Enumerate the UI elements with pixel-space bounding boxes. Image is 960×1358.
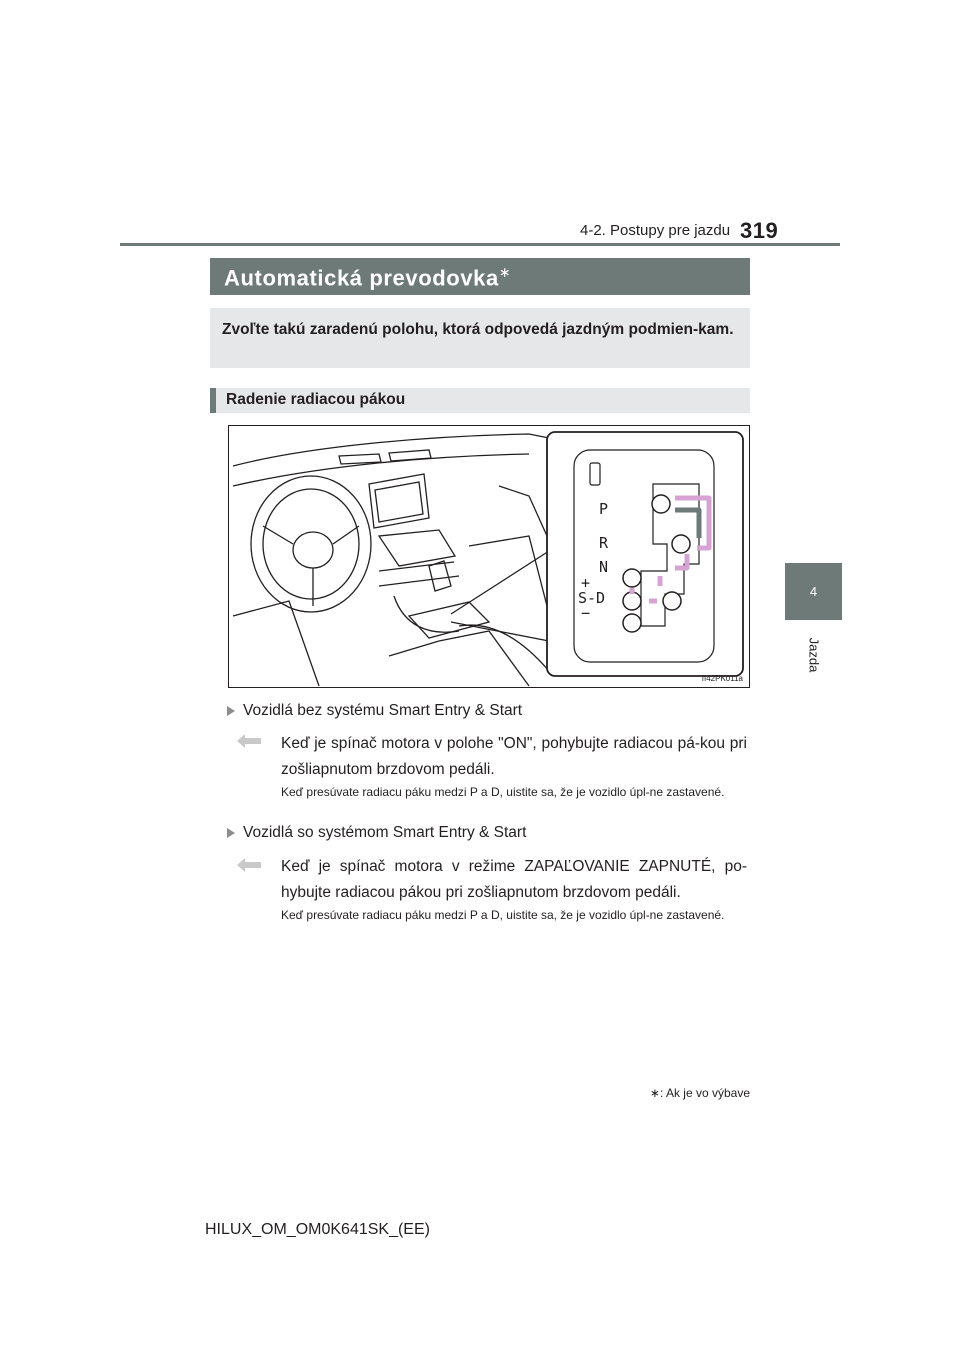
chapter-number: 4 bbox=[809, 584, 818, 599]
dashboard-drawing bbox=[229, 426, 749, 687]
gate-label-plus: + bbox=[581, 574, 591, 592]
shift-lever-illustration bbox=[228, 425, 750, 688]
instruction-text: Keď je spínač motora v polohe "ON", pohybujte radiacou pá-kou pri zošliapnutom brzdovom pedáli. bbox=[281, 735, 747, 778]
header-rule bbox=[120, 243, 840, 246]
gate-label-r: R bbox=[599, 534, 609, 552]
gate-label-minus: − bbox=[581, 604, 591, 622]
note-text: Keď presúvate radiacu páku medzi P a D, uistite sa, že je vozidlo úpl-ne zastavené. bbox=[281, 908, 725, 922]
gate-label-n: N bbox=[599, 558, 609, 576]
footnote-marker: ∗ bbox=[649, 1086, 660, 1100]
arrow-left-icon bbox=[237, 734, 261, 748]
page-title-bar bbox=[210, 258, 750, 295]
chapter-label-text: Jazda bbox=[806, 637, 821, 673]
chapter-label bbox=[785, 625, 842, 685]
page-number: 319 bbox=[740, 218, 779, 243]
instruction-text: Keď je spínač motora v režime ZAPAĽOVANIE ZAPNUTÉ, po-hybujte radiacou pákou pri zošliapnutom brzdovom pedáli. bbox=[281, 858, 747, 901]
page-title bbox=[224, 264, 511, 291]
bullet-triangle-icon bbox=[227, 706, 235, 716]
gate-label-p: P bbox=[599, 500, 609, 518]
document-code: HILUX_OM_OM0K641SK_(EE) bbox=[205, 1221, 430, 1238]
bullet-triangle-icon bbox=[227, 828, 235, 838]
page-title-text: Automatická prevodovka bbox=[224, 265, 499, 291]
note-text: Keď presúvate radiacu páku medzi P a D, uistite sa, že je vozidlo úpl-ne zastavené. bbox=[281, 785, 725, 799]
subheading-text: Radenie radiacou pákou bbox=[226, 391, 406, 408]
footnote bbox=[560, 1086, 750, 1100]
figure-code: II42PK011a bbox=[701, 674, 743, 683]
section-title: 4-2. Postupy pre jazdu bbox=[580, 222, 731, 239]
gate-label-sd: S-D bbox=[578, 589, 606, 607]
section-heading: Vozidlá bez systému Smart Entry & Start bbox=[243, 702, 523, 719]
optional-equipment-marker: ∗ bbox=[498, 264, 512, 280]
subheading bbox=[210, 388, 750, 413]
footnote-text: : Ak je vo výbave bbox=[659, 1086, 750, 1100]
intro-text: Zvoľte takú zaradenú polohu, ktorá odpovedá jazdným podmien-kam. bbox=[222, 321, 734, 338]
intro-box bbox=[210, 308, 750, 368]
arrow-left-icon bbox=[237, 858, 261, 872]
chapter-tab bbox=[785, 563, 842, 620]
section-heading: Vozidlá so systémom Smart Entry & Start bbox=[243, 824, 527, 841]
